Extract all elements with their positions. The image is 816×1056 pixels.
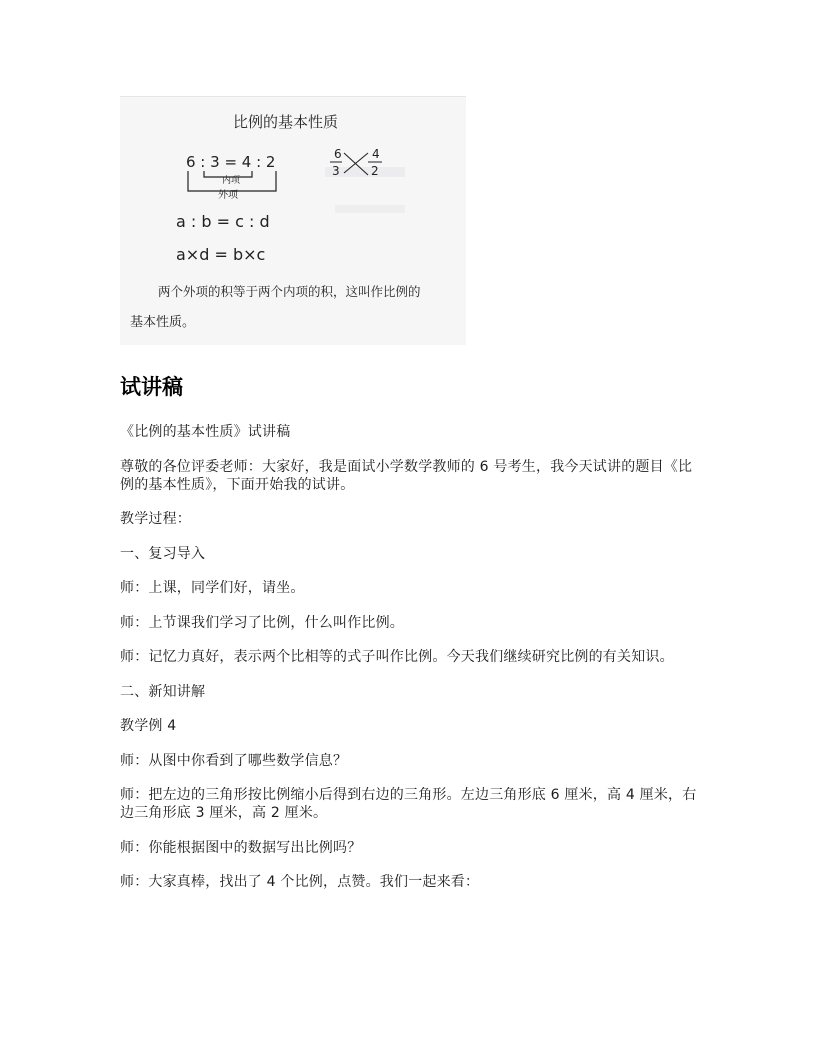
paragraph-dialogue: 师：把左边的三角形按比例缩小后得到右边的三角形。左边三角形底 6 厘米，高 4 厘米，右边三角形底 3 厘米，高 2 厘米。	[120, 787, 697, 821]
photo-outer-label: 外项	[218, 190, 238, 201]
photo-frac-left-bottom: 3	[332, 164, 340, 178]
section-title: 试讲稿	[120, 375, 183, 399]
photo-frac-right-top: 4	[372, 147, 380, 161]
paragraph-dialogue: 师：记忆力真好，表示两个比相等的式子叫作比例。今天我们继续研究比例的有关知识。	[120, 649, 674, 665]
paragraph-section-review: 一、复习导入	[120, 545, 206, 562]
photo-rule-line-2: 基本性质。	[130, 315, 196, 330]
photo-formula-2: a×d = b×c	[176, 245, 266, 264]
handwritten-notes-photo	[120, 96, 466, 345]
paragraph-section-new-knowledge: 二、新知讲解	[120, 683, 206, 700]
photo-frac-right-bottom: 2	[371, 164, 379, 178]
photo-heading: 比例的基本性质	[233, 113, 339, 131]
paragraph-lecture-title: 《比例的基本性质》试讲稿	[120, 424, 291, 440]
photo-rule-line-1: 两个外项的积等于两个内项的积，这叫作比例的	[158, 284, 421, 299]
photo-inner-label: 内项	[222, 176, 241, 186]
paragraph-dialogue: 师：从图中你看到了哪些数学信息？	[120, 752, 348, 769]
paragraph-dialogue: 师：上节课我们学习了比例，什么叫作比例。	[120, 614, 404, 631]
photo-formula-1: a : b = c : d	[176, 212, 270, 231]
photo-equation: 6 : 3 = 4 : 2	[186, 153, 276, 171]
paragraph-dialogue: 师：上课，同学们好，请坐。	[120, 580, 305, 596]
handwritten-notes-drawing	[120, 97, 466, 345]
paragraph-process-heading: 教学过程：	[120, 511, 191, 527]
document-page	[120, 96, 700, 891]
paragraph-dialogue: 师：大家真棒，找出了 4 个比例，点赞。我们一起来看：	[120, 874, 480, 890]
photo-frac-left-top: 6	[334, 147, 342, 161]
paragraph-example-heading: 教学例 4	[120, 718, 177, 734]
paragraph-greeting: 尊敬的各位评委老师：大家好，我是面试小学数学教师的 6 号考生，我今天试讲的题目《比例的基本性质》，下面开始我的试讲。	[120, 458, 693, 493]
paragraph-dialogue: 师：你能根据图中的数据写出比例吗？	[120, 839, 362, 856]
